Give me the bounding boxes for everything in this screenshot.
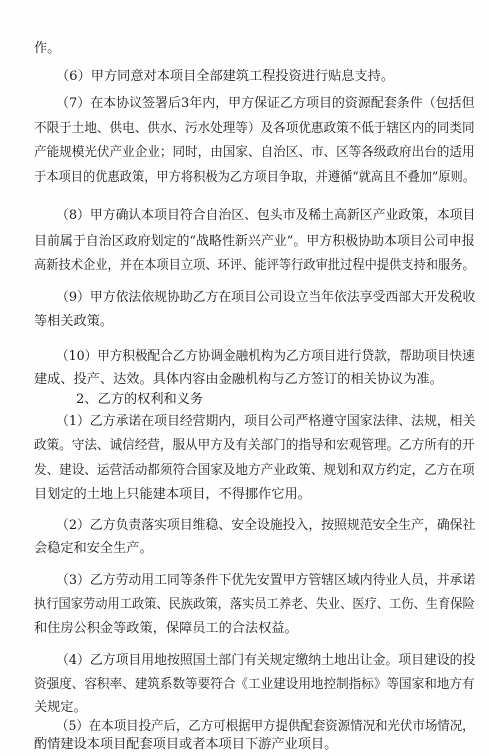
text-line — [0, 369, 489, 391]
text-line — [0, 674, 489, 696]
text-line — [0, 435, 489, 457]
text-line-content: （6）甲方同意对本项目全部建筑工程投资进行贴息支持。 — [56, 69, 395, 84]
text-line — [0, 538, 489, 560]
text-line — [0, 142, 489, 164]
text-line — [0, 570, 489, 592]
text-line — [0, 734, 489, 756]
text-line-content: 不限于土地、供电、供水、污水处理等）及各项优惠政策不低于辖区内的同类同 — [34, 121, 475, 136]
text-line — [0, 118, 489, 140]
text-line — [0, 287, 489, 309]
text-line — [0, 311, 489, 333]
text-line — [0, 515, 489, 537]
text-line — [0, 205, 489, 227]
text-line — [0, 93, 489, 115]
text-line-content: （10）甲方积极配合乙方协调金融机构为乙方项目进行贷款，帮助项目快速 — [56, 349, 475, 364]
text-line — [0, 346, 489, 368]
text-line — [0, 167, 489, 189]
section-heading — [0, 389, 489, 411]
text-line-content: 酌情建设本项目配套项目或者本项目下游产业项目。 — [34, 737, 338, 752]
text-line-content: 资强度、容积率、建筑系数等要符合《工业建设用地控制指标》等国家和地方有 — [34, 677, 475, 692]
text-line-content: （2）乙方负责落实项目维稳、安全设施投入，按照规范安全生产，确保社 — [56, 518, 476, 533]
text-line-content: （4）乙方项目用地按照国土部门有关规定缴纳土地出让金。项目建设的投 — [56, 653, 476, 668]
text-line — [0, 411, 489, 433]
text-line-content: 会稳定和安全生产。 — [34, 541, 153, 556]
text-line-content: 建成、投产、达效。具体内容由金融机构与乙方签订的相关协议为准。 — [34, 372, 443, 387]
text-line-content: 目前属于自治区政府划定的“战略性新兴产业”。甲方积极协助本项目公司申报 — [34, 234, 475, 249]
text-line — [0, 255, 489, 277]
text-line-content: 执行国家劳动用工政策、民族政策，落实员工养老、失业、医疗、工伤、生育保险 — [34, 597, 475, 612]
text-line-content: 政策。守法、诚信经营，服从甲方及有关部门的指导和宏观管理。乙方所有的开 — [34, 438, 475, 453]
text-line-content: 关规定。 — [34, 700, 87, 715]
text-line-content: 和住房公积金等政策，保障员工的合法权益。 — [34, 621, 298, 636]
section-heading-text: 2、乙方的权利和义务 — [76, 392, 204, 407]
text-line — [0, 484, 489, 506]
text-line-content: （9）甲方依法依规协助乙方在项目公司设立当年依法享受西部大开发税收 — [56, 290, 476, 305]
text-line-content: 发、建设、运营活动都须符合国家及地方产业政策、规划和双方约定，乙方在项 — [34, 463, 475, 478]
text-line — [0, 618, 489, 640]
text-line-content: 于本项目的优惠政策，甲方将积极为乙方项目争取，并遵循“就高且不叠加”原则。 — [34, 170, 476, 185]
text-line — [0, 460, 489, 482]
text-line — [0, 38, 489, 60]
text-line — [0, 66, 489, 88]
text-line-content: 作。 — [34, 41, 61, 56]
text-line-content: （8）甲方确认本项目符合自治区、包头市及稀土高新区产业政策，本项目 — [56, 208, 476, 223]
text-line — [0, 231, 489, 253]
text-line-content: 产能规模光伏产业企业；同时，由国家、自治区、市、区等各级政府出台的适用 — [34, 145, 475, 160]
text-line — [0, 650, 489, 672]
text-line-content: 等相关政策。 — [34, 314, 114, 329]
text-line — [0, 594, 489, 616]
text-line-content: （3）乙方劳动用工同等条件下优先安置甲方管辖区域内待业人员，并承诺 — [56, 573, 476, 588]
text-line-content: 高新技术企业，并在本项目立项、环评、能评等行政审批过程中提供支持和服务。 — [34, 258, 475, 273]
text-line-content: 目划定的土地上只能建本项目，不得挪作它用。 — [34, 487, 311, 502]
text-line-content: （1）乙方承诺在项目经营期内，项目公司严格遵守国家法律、法规，相关 — [56, 414, 476, 429]
text-line-content: （5）在本项目投产后，乙方可根据甲方提供配套资源情况和光伏市场情况， — [56, 719, 475, 734]
text-line-content: （7）在本协议签署后3年内，甲方保证乙方项目的资源配套条件（包括但 — [56, 96, 475, 111]
